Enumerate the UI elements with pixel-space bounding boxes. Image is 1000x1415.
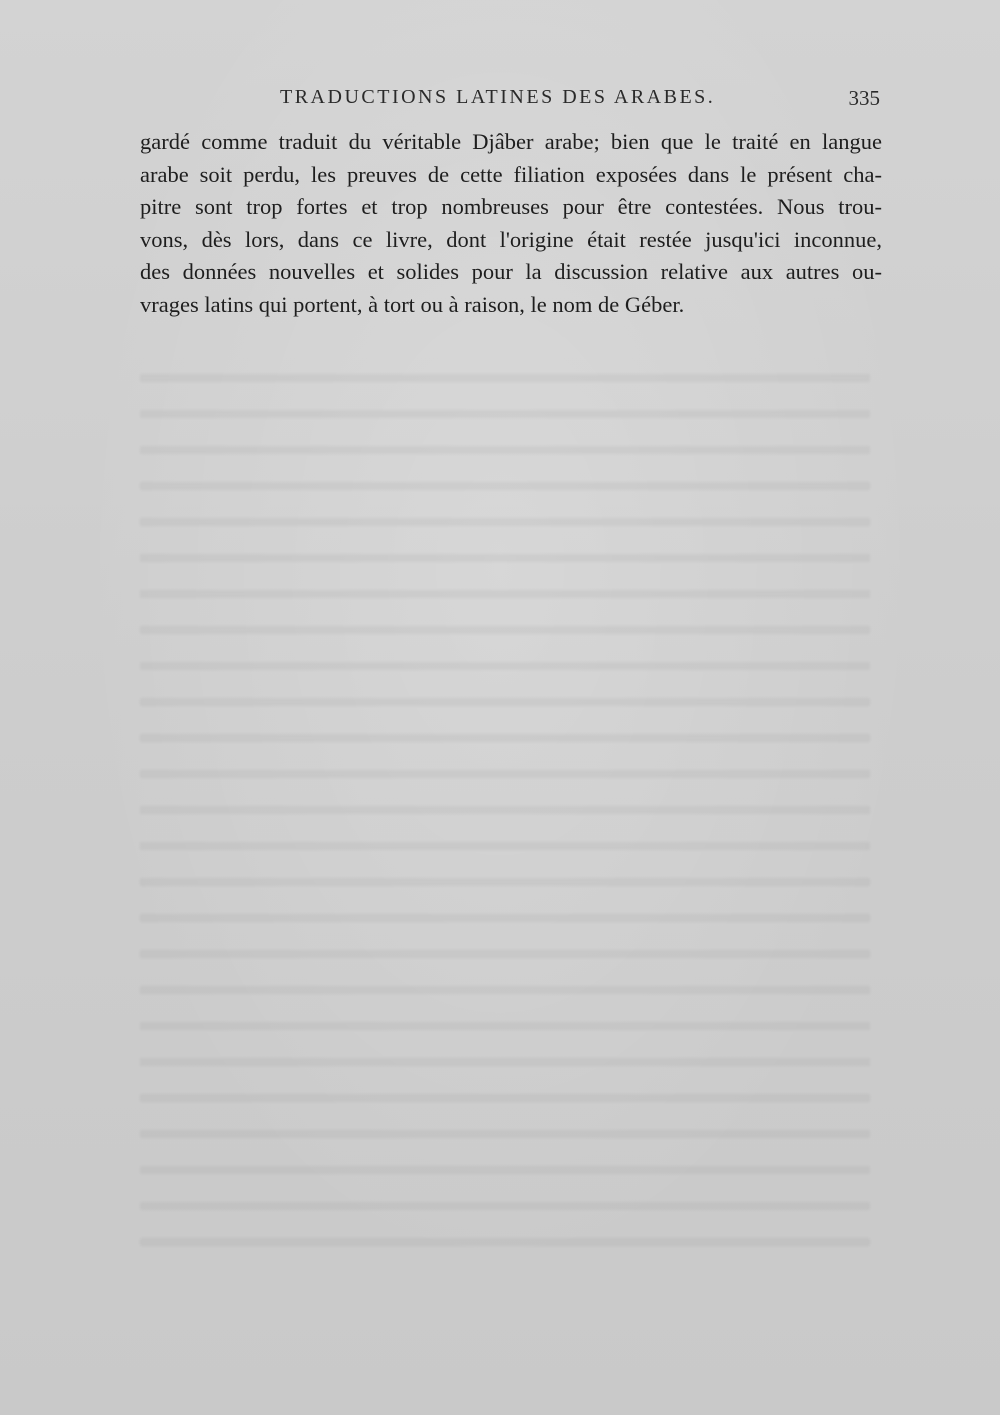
text-line: gardé comme traduit du véritable Djâber arabe; bien que le traité en langue [140, 129, 882, 154]
text-line: arabe soit perdu, les preuves de cette filiation exposées dans le présent cha- [140, 161, 882, 187]
reverse-side-show-through [140, 360, 870, 1260]
body-paragraph [140, 126, 882, 321]
page-header [140, 86, 880, 116]
text-line: vons, dès lors, dans ce livre, dont l'origine était restée jusqu'ici inconnue, [140, 226, 882, 252]
text-line: vrages latins qui portent, à tort ou à raison, le nom de Géber. [140, 291, 685, 317]
running-title: TRADUCTIONS LATINES DES ARABES. [280, 86, 716, 108]
page-number: 335 [848, 86, 880, 110]
text-line: des données nouvelles et solides pour la discussion relative aux autres ou- [140, 259, 882, 284]
text-line: pitre sont trop fortes et trop nombreuses pour être contestées. Nous trou- [140, 194, 882, 219]
